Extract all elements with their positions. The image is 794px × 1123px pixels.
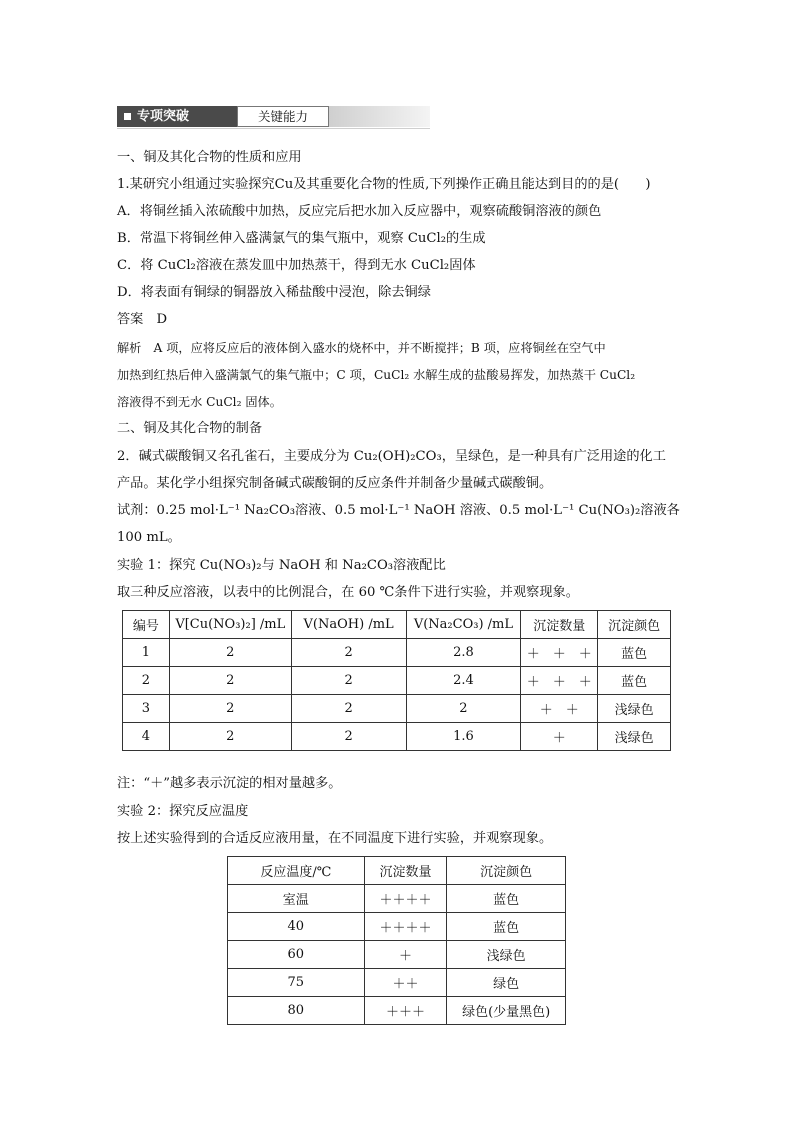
analysis-line-1: 解析 A 项，应将反应后的液体倒入盛水的烧杯中，并不断搅拌；B 项，应将铜丝在空气中	[117, 341, 606, 355]
table-cell: 2	[123, 667, 170, 695]
table-cell: ＋＋＋＋	[364, 913, 447, 941]
table-cell: 2	[169, 667, 291, 695]
experiment-2-title: 实验 2：探究反应温度	[117, 804, 249, 819]
section2-title: 二、铜及其化合物的制备	[117, 421, 263, 436]
section-header-band	[117, 104, 430, 129]
table-cell: ＋＋＋＋	[364, 885, 447, 913]
question-2-line-2: 产品。某化学小组探究制备碱式碳酸铜的反应条件并制备少量碱式碳酸铜。	[117, 476, 553, 491]
table-cell: 2	[406, 695, 521, 723]
table-cell: 1	[123, 639, 170, 667]
experiment-1-title: 实验 1：探究 Cu(NO₃)₂与 NaOH 和 Na₂CO₃溶液配比	[117, 558, 446, 573]
option-c: C．将 CuCl₂溶液在蒸发皿中加热蒸干，得到无水 CuCl₂固体	[117, 258, 476, 273]
table-cell: 室温	[228, 885, 365, 913]
table-cell: ＋ ＋ ＋	[521, 667, 598, 695]
header-underline	[117, 128, 430, 129]
table-header-row	[228, 857, 566, 885]
table-header-cell: V(Na₂CO₃) /mL	[406, 611, 521, 639]
table-cell: 2	[169, 723, 291, 751]
table-cell: 2	[169, 695, 291, 723]
reagents-line-2: 100 mL。	[117, 530, 181, 545]
table-cell: 2.8	[406, 639, 521, 667]
table-header-cell: V(NaOH) /mL	[291, 611, 406, 639]
table-row	[228, 997, 566, 1025]
table-cell: 蓝色	[447, 913, 566, 941]
table-cell: 绿色	[447, 969, 566, 997]
table-cell: 1.6	[406, 723, 521, 751]
table-cell: 40	[228, 913, 365, 941]
table-header-cell: 沉淀颜色	[598, 611, 671, 639]
table-cell: 2	[169, 639, 291, 667]
section-tab-label: 关键能力	[237, 106, 329, 127]
square-bullet-icon	[124, 113, 131, 120]
analysis-line-2: 加热到红热后伸入盛满氯气的集气瓶中；C 项，CuCl₂ 水解生成的盐酸易挥发，加热蒸干 CuCl₂	[117, 368, 636, 382]
table-cell: 蓝色	[447, 885, 566, 913]
temperature-table	[227, 856, 566, 1025]
table-header-cell: 沉淀数量	[364, 857, 447, 885]
option-b: B．常温下将铜丝伸入盛满氯气的集气瓶中，观察 CuCl₂的生成	[117, 231, 486, 246]
option-d: D．将表面有铜绿的铜器放入稀盐酸中浸泡，除去铜绿	[117, 285, 431, 300]
section1-title: 一、铜及其化合物的性质和应用	[117, 150, 302, 165]
table-cell: ＋＋＋	[364, 997, 447, 1025]
table-cell: ＋	[521, 723, 598, 751]
table-cell: 2	[291, 667, 406, 695]
table-row	[123, 695, 671, 723]
table-cell: ＋ ＋ ＋	[521, 639, 598, 667]
table-cell: 4	[123, 723, 170, 751]
table-cell: 75	[228, 969, 365, 997]
table-cell: ＋	[364, 941, 447, 969]
analysis-line-3: 溶液得不到无水 CuCl₂ 固体。	[117, 395, 282, 409]
table-cell: ＋ ＋	[521, 695, 598, 723]
reagents-line-1: 试剂：0.25 mol·L⁻¹ Na₂CO₃溶液、0.5 mol·L⁻¹ NaOH 溶液、0.5 mol·L⁻¹ Cu(NO₃)₂溶液各	[117, 503, 680, 518]
table-header-row	[123, 611, 671, 639]
table-row	[123, 639, 671, 667]
section-label: 专项突破	[137, 109, 190, 124]
table-cell: 2	[291, 639, 406, 667]
table-header-cell: 沉淀数量	[521, 611, 598, 639]
table-row	[228, 885, 566, 913]
table-note: 注：“＋”越多表示沉淀的相对量越多。	[117, 776, 342, 791]
table-cell: ＋＋	[364, 969, 447, 997]
table-row	[228, 969, 566, 997]
answer: 答案 D	[117, 312, 168, 327]
question-1: 1.某研究小组通过实验探究Cu及其重要化合物的性质,下列操作正确且能达到目的的是( )	[117, 177, 651, 192]
ratio-table	[122, 610, 671, 751]
section-label-box	[117, 106, 237, 127]
table-cell: 3	[123, 695, 170, 723]
table-cell: 2	[291, 695, 406, 723]
table-row	[123, 723, 671, 751]
table-row	[123, 667, 671, 695]
table-header-cell: V[Cu(NO₃)₂] /mL	[169, 611, 291, 639]
experiment-2-description: 按上述实验得到的合适反应液用量，在不同温度下进行实验，并观察现象。	[117, 831, 553, 846]
table-row	[228, 913, 566, 941]
table-cell: 浅绿色	[598, 695, 671, 723]
question-2-line-1: 2．碱式碳酸铜又名孔雀石，主要成分为 Cu₂(OH)₂CO₃，呈绿色，是一种具有广泛用途的化工	[117, 449, 666, 464]
table-cell: 蓝色	[598, 667, 671, 695]
experiment-1-description: 取三种反应溶液，以表中的比例混合，在 60 ℃条件下进行实验，并观察现象。	[117, 585, 579, 600]
table-row	[228, 941, 566, 969]
table-cell: 60	[228, 941, 365, 969]
option-a: A．将铜丝插入浓硫酸中加热，反应完后把水加入反应器中，观察硫酸铜溶液的颜色	[117, 204, 602, 219]
table-cell: 浅绿色	[598, 723, 671, 751]
table-cell: 2	[291, 723, 406, 751]
table-cell: 蓝色	[598, 639, 671, 667]
table-cell: 80	[228, 997, 365, 1025]
table-cell: 绿色(少量黑色)	[447, 997, 566, 1025]
header-gradient-bar	[329, 106, 430, 127]
table-cell: 2.4	[406, 667, 521, 695]
table-header-cell: 沉淀颜色	[447, 857, 566, 885]
table-header-cell: 反应温度/℃	[228, 857, 365, 885]
table-cell: 浅绿色	[447, 941, 566, 969]
table-header-cell: 编号	[123, 611, 170, 639]
